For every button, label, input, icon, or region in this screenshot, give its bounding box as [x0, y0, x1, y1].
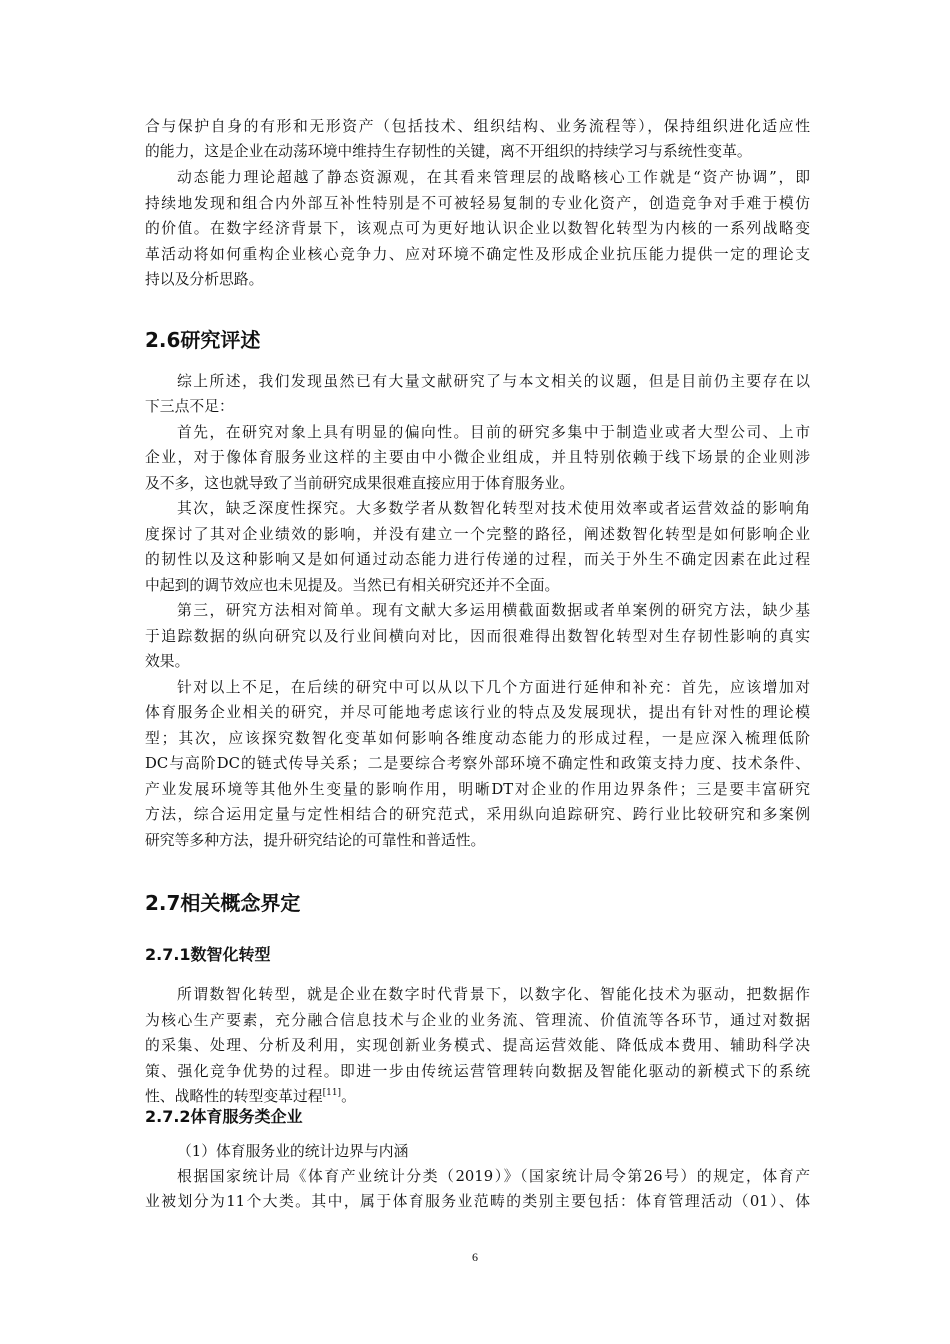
paragraph-line: 革活动将如何重构企业核心竞争力、应对环境不确定性及形成企业抗压能力提供一定的理论支: [145, 246, 810, 263]
paragraph-line: 持续地发现和组合内外部互补性特别是不可被轻易复制的专业化资产，创造竞争对手难于模仿: [145, 195, 810, 212]
paragraph-line: 体育服务企业相关的研究，并尽可能地考虑该行业的特点及发展现状，提出有针对性的理论模: [145, 704, 810, 721]
paragraph-line: 第三，研究方法相对简单。现有文献大多运用横截面数据或者单案例的研究方法，缺少基: [177, 602, 810, 619]
paragraph-line: 于追踪数据的纵向研究以及行业间横向对比，因而很难得出数智化转型对生存韧性影响的真实: [145, 628, 810, 645]
paragraph-line: 效果。: [145, 653, 190, 670]
page-number: 6: [472, 1250, 478, 1264]
paragraph-line: 及不多，这也就导致了当前研究成果很难直接应用于体育服务业。: [145, 475, 575, 492]
paragraph-line: 研究等多种方法，提升研究结论的可靠性和普适性。: [145, 832, 486, 849]
section-heading-2-6: 2.6研究评述: [145, 328, 261, 352]
paragraph-line: 策、强化竞争优势的过程。即进一步由传统运营管理转向数据及智能化驱动的新模式下的系统: [145, 1063, 810, 1080]
paragraph-line: 所谓数智化转型，就是企业在数字时代背景下，以数字化、智能化技术为驱动，把数据作: [177, 986, 810, 1003]
paragraph-line: 持以及分析思路。: [145, 271, 264, 288]
section-heading-2-7: 2.7相关概念界定: [145, 891, 301, 915]
paragraph-line: 根据国家统计局《体育产业统计分类（2019）》（国家统计局令第26号）的规定，体育产: [177, 1168, 810, 1185]
numbered-subheading: （1）体育服务业的统计边界与内涵: [177, 1143, 409, 1160]
paragraph-line: 业被划分为11个大类。其中，属于体育服务业范畴的类别主要包括：体育管理活动（01）、体: [145, 1193, 810, 1210]
paragraph-line: 综上所述，我们发现虽然已有大量文献研究了与本文相关的议题，但是目前仍主要存在以: [177, 373, 810, 390]
paragraph-end-punctuation: 。: [341, 1088, 356, 1105]
paragraph-line: 的韧性以及这种影响又是如何通过动态能力进行传递的过程，而关于外生不确定因素在此过程: [145, 551, 810, 568]
paragraph-line: 合与保护自身的有形和无形资产（包括技术、组织结构、业务流程等），保持组织进化适应性: [145, 118, 810, 135]
paragraph-line: 动态能力理论超越了静态资源观，在其看来管理层的战略核心工作就是“资产协调”，即: [177, 169, 810, 186]
paragraph-line-with-citation: [145, 1087, 810, 1107]
paragraph-line: 的能力，这是企业在动荡环境中维持生存韧性的关键，离不开组织的持续学习与系统性变革。: [145, 143, 752, 160]
subsection-heading-2-7-1: 2.7.1数智化转型: [145, 945, 271, 964]
paragraph-line: 中起到的调节效应也未见提及。当然已有相关研究还并不全面。: [145, 577, 560, 594]
paragraph-line: 的价值。在数字经济背景下，该观点可为更好地认识企业以数智化转型为内核的一系列战略变: [145, 220, 810, 237]
paragraph-line: 的采集、处理、分析及利用，实现创新业务模式、提高运营效能、降低成本费用、辅助科学决: [145, 1037, 810, 1054]
citation-reference: [11]: [322, 1088, 342, 1099]
paragraph-line: 为核心生产要素，充分融合信息技术与企业的业务流、管理流、价值流等各环节，通过对数据: [145, 1012, 810, 1029]
paragraph-line: 产业发展环境等其他外生变量的影响作用，明晰DT对企业的作用边界条件；三是要丰富研究: [145, 781, 810, 798]
paragraph-line: 方法，综合运用定量与定性相结合的研究范式，采用纵向追踪研究、跨行业比较研究和多案例: [145, 806, 810, 823]
paragraph-line: DC与高阶DC的链式传导关系；二是要综合考察外部环境不确定性和政策支持力度、技术条件、: [145, 755, 810, 772]
paragraph-line: 首先，在研究对象上具有明显的偏向性。目前的研究多集中于制造业或者大型公司、上市: [177, 424, 810, 441]
subsection-heading-2-7-2: 2.7.2体育服务类企业: [145, 1107, 303, 1126]
paragraph-line: 企业，对于像体育服务业这样的主要由中小微企业组成，并且特别依赖于线下场景的企业则涉: [145, 449, 810, 466]
paragraph-line: 其次，缺乏深度性探究。大多数学者从数智化转型对技术使用效率或者运营效益的影响角: [177, 500, 810, 517]
paragraph-line: 针对以上不足，在后续的研究中可以从以下几个方面进行延伸和补充：首先，应该增加对: [177, 679, 810, 696]
paragraph-line: 度探讨了其对企业绩效的影响，并没有建立一个完整的路径，阐述数智化转型是如何影响企业: [145, 526, 810, 543]
paragraph-line: 下三点不足：: [145, 398, 234, 415]
paragraph-line: 型；其次，应该探究数智化变革如何影响各维度动态能力的形成过程，一是应深入梳理低阶: [145, 730, 810, 747]
paragraph-text: 性、战略性的转型变革过程: [145, 1088, 323, 1105]
